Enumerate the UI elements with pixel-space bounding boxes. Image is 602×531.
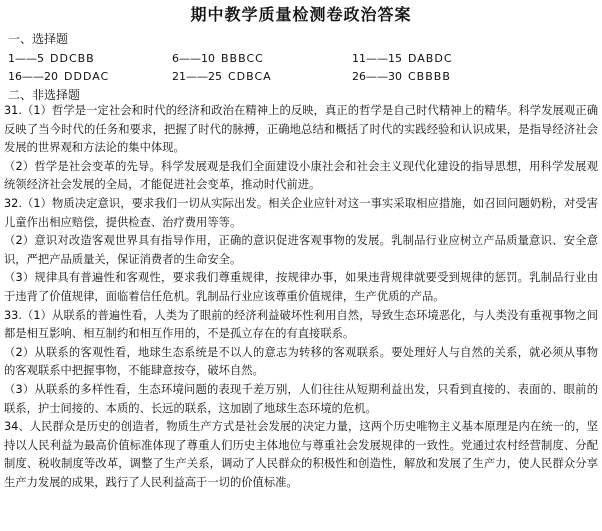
answer-range: 11——15 (352, 52, 402, 65)
answer-paragraph: （3）从联系的多样性看，生态环境问题的表现千差万别，人们往往从短期利益出发，只看到直接的、表面的、眼前的联系，护士间接的、本质的、长远的联系，这加剧了地球生态环境的危机。 (4, 382, 598, 415)
answer-value: DDDAC (64, 70, 110, 83)
page-title: 期中教学质量检测卷政治答案 (190, 5, 412, 24)
answer-paragraph: （3）规律具有普遍性和客观性，要求我们尊重规律，按规律办事，如果违背规律就要受到规律的惩罚。乳制品行业由于违背了价值规律，面临着信任危机。乳制品行业应该尊重价值规律，生产优质的产品。 (4, 271, 598, 303)
answer-paragraph: （2）哲学是社会变革的先导。科学发展观是我们全面建设小康社会和社会主义现代化建设的指导思想，用科学发展观统领经济社会发展的全局，才能促进社会变革，推动时代前进。 (4, 159, 598, 192)
answer-range: 16——20 (8, 70, 58, 83)
answer-value: CBBBB (408, 70, 451, 83)
answer-paragraph: 32.（1）物质决定意识，要求我们一切从实际出发。相关企业应针对这一事实采取相应措施，如召回问题奶粉，对受害儿童作出相应赔偿，提供检查、治疗费用等等。 (4, 196, 598, 229)
answer-value: BBBCC (221, 52, 264, 65)
answer-value: CDBCA (228, 70, 272, 83)
answer-group (8, 52, 95, 65)
answer-value: DABDC (408, 52, 453, 65)
section-choice-heading: 一、选择题 (8, 32, 69, 46)
answer-body (4, 102, 598, 492)
answer-range: 26——30 (352, 70, 402, 83)
answer-group (172, 70, 272, 83)
answer-paragraph: 31.（1）哲学是一定社会和时代的经济和政治在精神上的反映，真正的哲学是自己时代精神上的精华。科学发展观正确反映了当今时代的任务和要求，把握了时代的脉搏，正确地总结和概括了时代的实践经验和认识成果，是指导经济社会发展的世界观和方法论的集中体现。 (4, 104, 598, 155)
answer-group (352, 52, 453, 65)
answer-group (172, 52, 264, 65)
answer-value: DDCBB (50, 52, 95, 65)
answer-paragraph: （2）意识对改造客观世界具有指导作用，正确的意识促进客观事物的发展。乳制品行业应树立产品质量意识、安全意识，严把产品质量关，保证消费者的生命安全。 (4, 234, 598, 266)
section-essay-heading: 二、非选择题 (8, 88, 81, 102)
answer-range: 1——5 (8, 52, 44, 65)
answer-paragraph: （2）从联系的客观性看，地球生态系统是不以人的意志为转移的客观联系。要处理好人与自然的关系，就必须从事物的客观联系中把握事物，不能肆意按夺，破坏自然。 (4, 345, 598, 378)
answer-paragraph: 33.（1）从联系的普遍性看，人类为了眼前的经济利益破坏性利用自然，导致生态环境恶化，与人类没有重视事物之间都是相互影响、相互制约和相互作用的，不是孤立存在的有直接联系。 (4, 308, 598, 341)
answer-group (8, 70, 109, 83)
answer-range: 21——25 (172, 70, 222, 83)
answer-paragraph: 34、人民群众是历史的创造者，物质生产方式是社会发展的决定力量，这两个历史唯物主义基本原理是内在统一的，坚持以人民利益为最高价值标准体现了尊重人们历史主体地位与尊重社会发展规律的一致性。党通过农村经营制度、分配制度、税收制度等改革，调整了生产关系，调动了人民群众的积极性和创造性，解放和发展了生产力，使人民群众分享生产力发展的成果，践行了人民利益高于一切的价值标准。 (4, 420, 598, 489)
answer-group (352, 70, 451, 83)
answer-range: 6——10 (172, 52, 215, 65)
